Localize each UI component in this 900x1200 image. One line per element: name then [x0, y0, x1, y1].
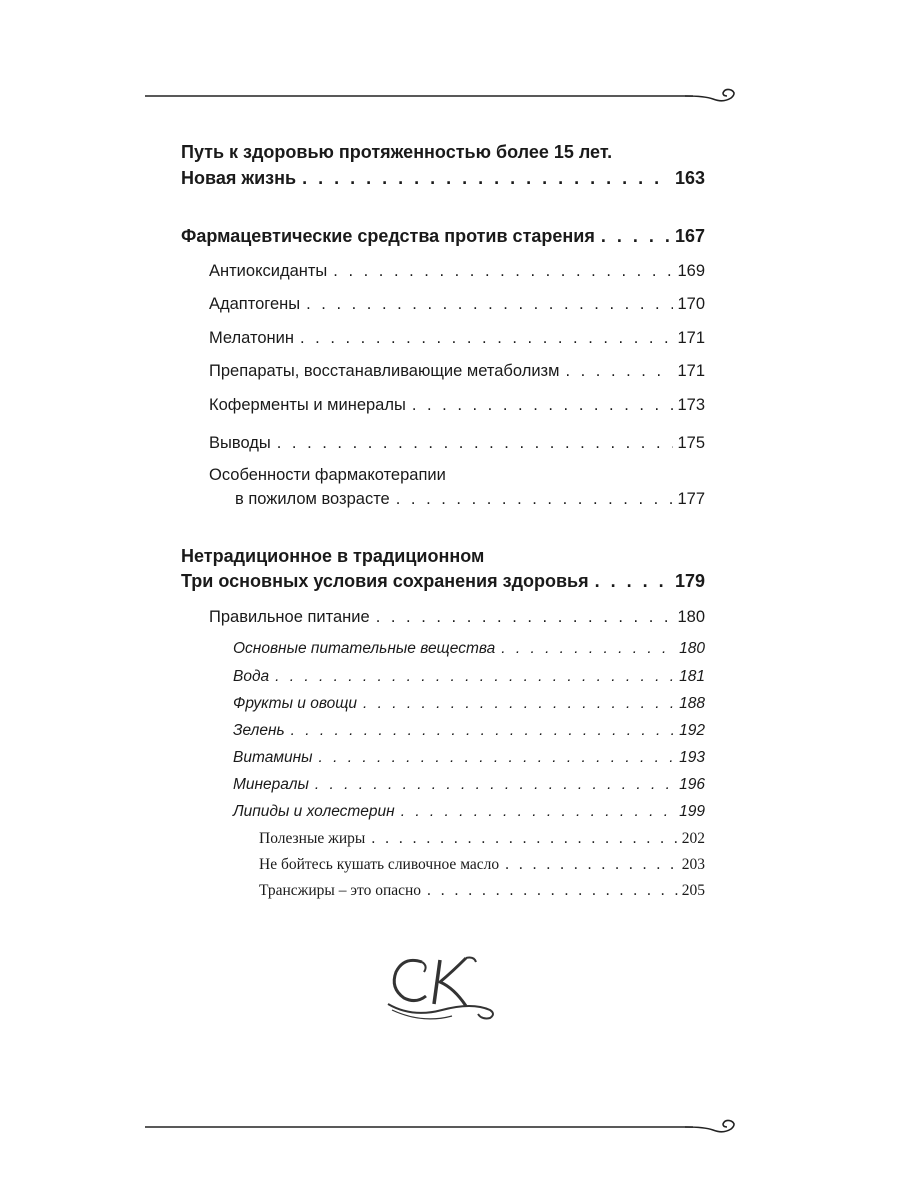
toc-page-number: 192 — [679, 722, 705, 739]
toc-item[interactable] — [209, 295, 705, 314]
toc-page-number: 180 — [677, 608, 705, 626]
toc-subitem[interactable] — [233, 695, 705, 713]
toc-entry-title: Коферменты и минералы — [209, 396, 406, 414]
toc-entry-title: Минералы — [233, 776, 309, 793]
leader-dots — [396, 490, 674, 509]
leader-dots — [302, 168, 671, 189]
toc-page-number: 171 — [677, 329, 705, 347]
toc-item[interactable] — [209, 329, 705, 348]
top-ornamental-rule — [145, 86, 745, 106]
toc-entry-title: Вода — [233, 668, 270, 685]
toc-page-number: 180 — [679, 640, 705, 657]
leader-dots — [306, 295, 673, 314]
leader-dots — [595, 571, 671, 592]
leader-dots — [300, 329, 673, 348]
toc-entry-title: Новая жизнь — [181, 168, 297, 188]
toc-subitem[interactable] — [233, 776, 705, 794]
toc-page-number: 188 — [679, 695, 705, 712]
toc-entry-title: Адаптогены — [209, 295, 301, 313]
leader-dots — [501, 640, 675, 658]
toc-page-number: 205 — [681, 882, 705, 899]
toc-page-number: 196 — [679, 776, 705, 793]
toc-section-2[interactable] — [181, 226, 705, 247]
toc-item[interactable] — [235, 490, 705, 509]
leader-dots — [376, 608, 674, 627]
leader-dots — [319, 749, 676, 767]
toc-page-number: 199 — [679, 803, 705, 820]
toc-entry-title: Трансжиры – это опасно — [259, 882, 422, 899]
leader-dots — [363, 695, 675, 713]
toc-page-number: 203 — [681, 856, 705, 873]
leader-dots — [565, 362, 673, 381]
toc-page-number: 193 — [679, 749, 705, 766]
toc-entry-title: Полезные жиры — [259, 830, 366, 847]
toc-page-number: 173 — [677, 396, 705, 414]
toc-subitem[interactable] — [233, 668, 705, 686]
toc-entry-title: Правильное питание — [209, 608, 370, 626]
toc-subitem[interactable] — [233, 749, 705, 767]
toc-subsubitem[interactable] — [259, 856, 705, 874]
toc-section-3-title-line1: Нетрадиционное в традиционном — [181, 546, 485, 566]
toc-entry-title: Выводы — [209, 434, 271, 452]
toc-page-number: 171 — [677, 362, 705, 380]
toc-entry-title: Основные питательные вещества — [233, 640, 496, 657]
toc-entry-title: Три основных условия сохранения здоровья — [181, 571, 589, 591]
toc-entry-title: Липиды и холестерин — [233, 803, 395, 820]
toc-subsubitem[interactable] — [259, 882, 705, 900]
leader-dots — [412, 396, 674, 415]
toc-entry-title: Фармацевтические средства против старения — [181, 226, 595, 246]
toc-page-number: 181 — [679, 668, 705, 685]
toc-subitem[interactable] — [233, 640, 705, 658]
toc-page-number: 170 — [677, 295, 705, 313]
leader-dots — [427, 882, 678, 900]
toc-subsubitem[interactable] — [259, 830, 705, 848]
toc-section-1[interactable] — [181, 168, 705, 189]
toc-subitem[interactable] — [233, 803, 705, 821]
toc-page-number: 202 — [681, 830, 705, 847]
toc-entry-title: Фрукты и овощи — [233, 695, 358, 712]
toc-item[interactable] — [209, 434, 705, 453]
toc-entry-title: Антиоксиданты — [209, 262, 328, 280]
toc-page-number: 179 — [674, 571, 705, 591]
toc-item[interactable] — [209, 608, 705, 627]
toc-item[interactable] — [209, 396, 705, 415]
bottom-ornamental-rule — [145, 1117, 745, 1137]
leader-dots — [277, 434, 674, 453]
toc-page-number: 169 — [677, 262, 705, 280]
toc-section-1-title-line1: Путь к здоровью протяженностью более 15 лет. — [181, 142, 613, 162]
toc-entry-title: Не бойтесь кушать сливочное масло — [259, 856, 500, 873]
toc-section-3[interactable] — [181, 571, 705, 592]
leader-dots — [333, 262, 673, 281]
toc-page-number: 177 — [677, 490, 705, 508]
toc-entry-title: в пожилом возрасте — [235, 490, 390, 508]
leader-dots — [401, 803, 675, 821]
leader-dots — [315, 776, 675, 794]
toc-entry-title: Витамины — [233, 749, 313, 766]
toc-item-title-line1: Особенности фармакотерапии — [209, 466, 446, 484]
toc-page-number: 163 — [674, 168, 705, 188]
leader-dots — [291, 722, 675, 740]
leader-dots — [275, 668, 675, 686]
publisher-logo — [382, 948, 498, 1026]
leader-dots — [371, 830, 677, 848]
toc-subitem[interactable] — [233, 722, 705, 740]
toc-entry-title: Препараты, восстанавливающие метаболизм — [209, 362, 560, 380]
leader-dots — [601, 226, 671, 247]
toc-page-number: 175 — [677, 434, 705, 452]
toc-entry-title: Мелатонин — [209, 329, 294, 347]
toc-entry-title: Зелень — [233, 722, 285, 739]
toc-page-number: 167 — [674, 226, 705, 246]
leader-dots — [505, 856, 678, 874]
toc-item[interactable] — [209, 362, 705, 381]
toc-item[interactable] — [209, 262, 705, 281]
